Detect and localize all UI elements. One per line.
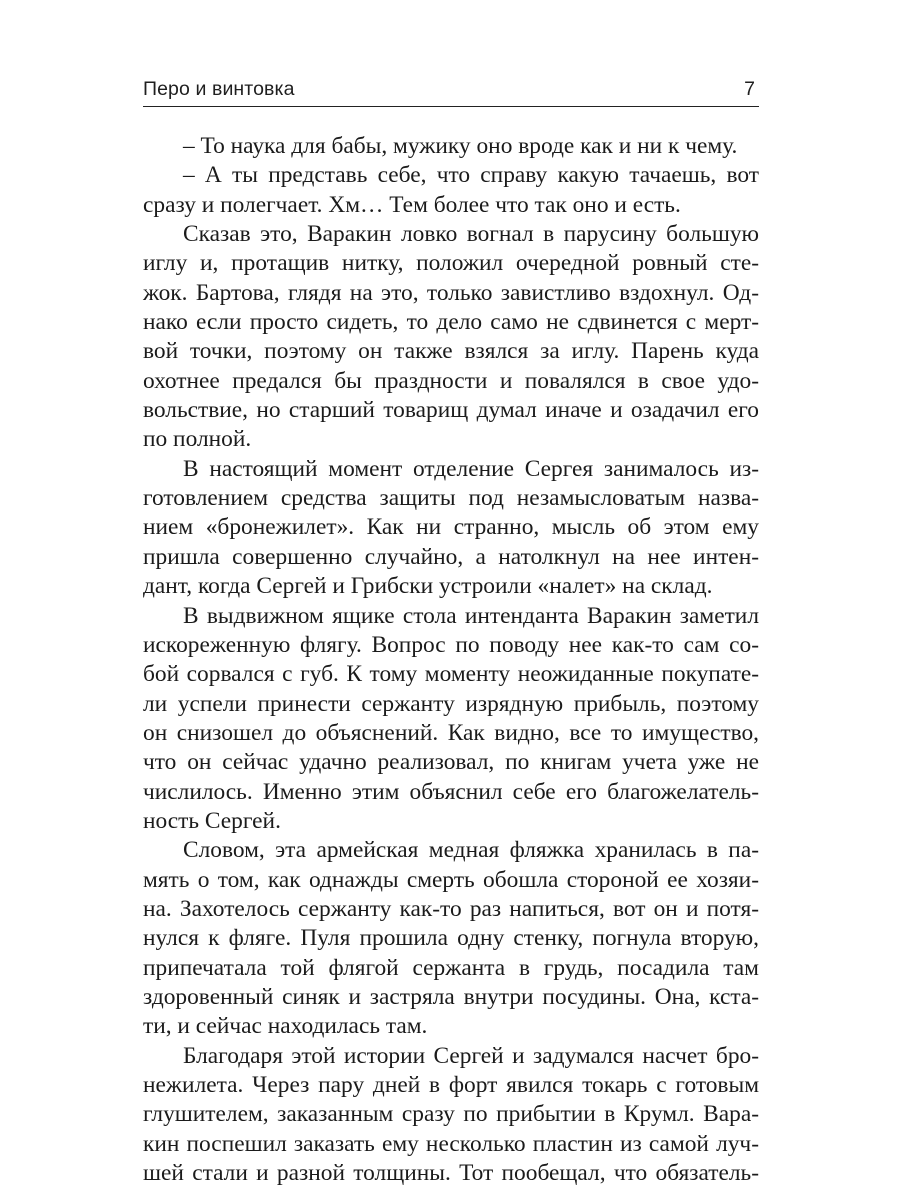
text-line: здоровенный синяк и застряла внутри посудины. Она, кста- (143, 983, 759, 1010)
paragraph (143, 161, 759, 220)
text-line: – То наука для бабы, мужику оно вроде как и ни к чему. (183, 133, 738, 159)
text-line: охотнее предался бы праздности и повалялся в свое удо- (143, 367, 759, 394)
text-line: бой сорвался с губ. К тому моменту неожиданные покупате- (143, 661, 759, 688)
text-line: В настоящий момент отделение Сергея занималось из- (183, 455, 759, 482)
text-line: – А ты представь себе, что справу какую тачаешь, вот (183, 162, 759, 189)
text-line: Сказав это, Варакин ловко вогнал в парусину большую (183, 221, 759, 248)
text-line: нежилета. Через пару дней в форт явился токарь с готовым (143, 1072, 759, 1098)
text-line: нако если просто сидеть, то дело само не сдвинется с мерт- (143, 309, 759, 336)
text-line: числилось. Именно этим объяснил себе его благожелатель- (143, 778, 759, 805)
text-line: жок. Бартова, глядя на это, только завистливо вздохнул. Од- (143, 279, 759, 306)
text-line: шей стали и разной толщины. Тот пообещал, что обязатель- (143, 1160, 759, 1187)
text-line: сразу и полегчает. Хм… Тем более что так оно и есть. (143, 191, 681, 218)
body-text (143, 132, 759, 1188)
paragraph (143, 836, 759, 1041)
text-line: В выдвижном ящике стола интенданта Варакин заметил (183, 602, 759, 629)
paragraph (143, 602, 759, 837)
text-line: дант, когда Сергей и Грибски устроили «налет» на склад. (143, 573, 713, 600)
text-line: Благодаря этой истории Сергей и задумался насчет бро- (183, 1042, 759, 1069)
text-line: что он сейчас удачно реализовал, по книгам учета уже не (143, 749, 759, 776)
paragraph (143, 132, 759, 161)
text-line: припечатала той флягой сержанта в грудь, посадила там (143, 954, 759, 981)
paragraph (143, 1042, 759, 1189)
text-line: Словом, эта армейская медная фляжка хранилась в па- (183, 837, 759, 864)
text-line: он снизошел до объяснений. Как видно, все то имущество, (143, 719, 759, 746)
page-number: 7 (744, 78, 755, 100)
text-line: ти, и сейчас находилась там. (143, 1013, 428, 1040)
text-line: мять о том, как однажды смерть обошла стороной ее хозяи- (143, 866, 759, 893)
text-line: готовлением средства защиты под незамысловатым назва- (143, 485, 759, 512)
text-line: вой точки, поэтому он также взялся за иглу. Парень куда (143, 338, 759, 365)
running-header (143, 74, 759, 107)
text-line: пришла совершенно случайно, а натолкнул на нее интен- (143, 543, 759, 570)
text-line: на. Захотелось сержанту как-то раз напиться, вот он и потя- (143, 895, 759, 922)
text-line: ли успели принести сержанту изрядную прибыль, поэтому (143, 690, 759, 717)
text-line: искореженную флягу. Вопрос по поводу нее как-то сам со- (143, 631, 759, 658)
text-line: нием «бронежилет». Как ни странно, мысль об этом ему (143, 514, 759, 541)
text-line: кин поспешил заказать ему несколько пластин из самой луч- (143, 1130, 759, 1157)
text-line: вольствие, но старший товарищ думал иначе и озадачил его (143, 397, 759, 424)
book-title: Перо и винтовка (143, 78, 295, 100)
text-line: по полной. (143, 426, 252, 453)
paragraph (143, 220, 759, 455)
text-line: глушителем, заказанным сразу по прибытии в Крумл. Вара- (143, 1101, 759, 1128)
text-line: иглу и, протащив нитку, положил очередной ровный сте- (143, 250, 759, 277)
text-line: нулся к фляге. Пуля прошила одну стенку, погнула вторую, (143, 925, 759, 952)
text-line: ность Сергей. (143, 807, 281, 834)
paragraph (143, 455, 759, 602)
